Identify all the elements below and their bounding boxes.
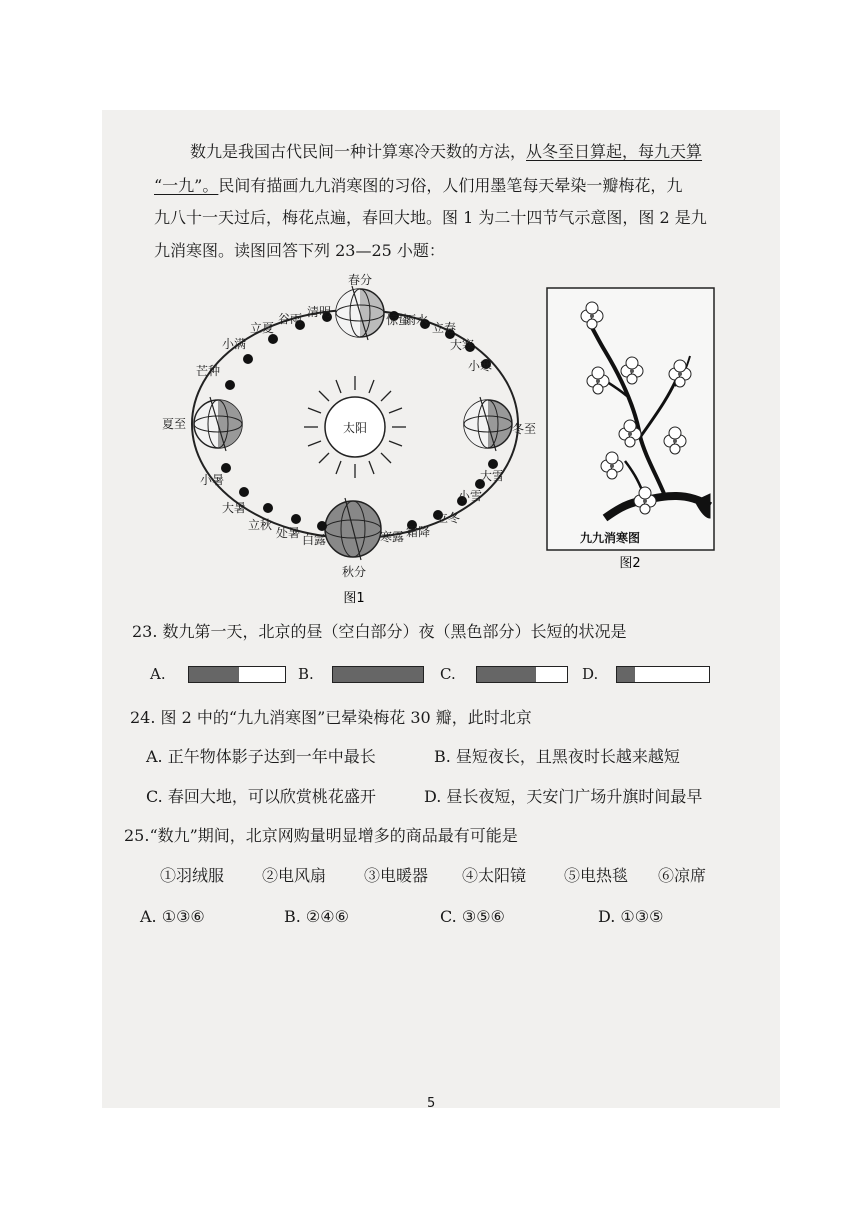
sun-icon	[304, 376, 406, 478]
q25-option-c: C. ③⑤⑥	[440, 907, 505, 926]
q24-option-a: A. 正午物体影子达到一年中最长	[146, 747, 376, 766]
q25-item-1: ①羽绒服	[160, 866, 225, 885]
globe-dongzhi-icon	[464, 397, 512, 451]
term-xiaoman: 小满	[222, 337, 247, 351]
term-dahan: 大寒	[450, 338, 475, 352]
term-xiaoshu: 小暑	[200, 473, 225, 487]
term-liqiu: 立秋	[248, 518, 273, 532]
term-xiazhi: 夏至	[162, 417, 187, 431]
term-yushui: 雨水	[404, 313, 429, 327]
q23-stem: 23. 数九第一天，北京的昼（空白部分）夜（黑色部分）长短的状况是	[132, 622, 627, 641]
q23-option-c-bar	[476, 666, 568, 683]
fig2-frame	[547, 288, 714, 550]
q25-option-d: D. ①③⑤	[598, 907, 664, 926]
q24-option-d: D. 昼长夜短，天安门广场升旗时间最早	[424, 787, 703, 806]
fig2-caption: 图2	[619, 556, 641, 571]
term-bailu: 白露	[302, 533, 327, 547]
globe-qiufen-icon	[325, 498, 381, 560]
term-dashu: 大暑	[222, 501, 247, 515]
term-dongzhi: 冬至	[512, 422, 537, 436]
intro-line-1	[190, 142, 702, 162]
q23-option-c-label: C.	[440, 665, 456, 683]
q23-option-a-label: A.	[150, 665, 166, 683]
term-hanlu: 寒露	[380, 530, 405, 544]
intro-text: 数九是我国古代民间一种计算寒冷天数的方法，	[190, 142, 527, 161]
q23-option-d-label: D.	[582, 665, 599, 683]
q23-option-b-bar	[332, 666, 424, 683]
intro-line-4: 九消寒图。读图回答下列 23—25 小题：	[154, 241, 445, 260]
q23-option-b-label: B.	[298, 665, 314, 683]
term-chunfen: 春分	[347, 273, 373, 287]
q25-item-2: ②电风扇	[262, 866, 327, 885]
intro-underlined: “一九”。	[154, 176, 219, 195]
fig1-caption: 图1	[343, 591, 365, 606]
term-guyu: 谷雨	[278, 312, 303, 326]
night-fill	[477, 667, 536, 682]
term-xiaoxue: 小雪	[458, 489, 483, 503]
q25-item-3: ③电暖器	[364, 866, 429, 885]
plum-blossom-figure	[545, 286, 717, 576]
term-qingming: 清明	[307, 305, 332, 319]
night-fill	[333, 667, 423, 682]
q25-item-4: ④太阳镜	[462, 866, 527, 885]
q24-option-b: B. 昼短夜长，且黑夜时长越来越短	[434, 747, 680, 766]
intro-line-2	[154, 176, 682, 196]
q25-item-6: ⑥凉席	[658, 866, 707, 885]
night-fill	[189, 667, 239, 682]
page-number: 5	[427, 1096, 436, 1111]
term-xiaohan: 小寒	[468, 359, 493, 373]
term-lixia: 立夏	[250, 321, 275, 335]
term-jingzhe: 惊蛰	[386, 313, 411, 327]
globe-xiazhi-icon	[194, 397, 242, 451]
fig2-inner-title: 九九消寒图	[579, 531, 641, 545]
intro-underlined: 从冬至日算起，每九天算	[526, 142, 703, 161]
term-chushu: 处暑	[276, 526, 301, 540]
q25-stem: 25.“数九”期间，北京网购量明显增多的商品最有可能是	[124, 826, 518, 845]
term-lichun: 立春	[432, 321, 457, 335]
q24-stem: 24. 图 2 中的“九九消寒图”已晕染梅花 30 瓣，此时北京	[130, 708, 532, 727]
q25-option-b: B. ②④⑥	[284, 907, 349, 926]
term-lidong: 立冬	[436, 511, 461, 525]
q23-option-a-bar	[188, 666, 286, 683]
term-qiufen: 秋分	[341, 565, 367, 579]
night-fill	[617, 667, 635, 682]
intro-text: 民间有描画九九消寒图的习俗，人们用墨笔每天晕染一瓣梅花，九	[218, 176, 683, 195]
intro-line-3: 九八十一天过后，梅花点遍，春回大地。图 1 为二十四节气示意图，图 2 是九	[154, 208, 707, 227]
globe-chunfen-icon	[336, 286, 384, 340]
term-mangzhong: 芒种	[196, 364, 221, 378]
q25-option-a: A. ①③⑥	[140, 907, 205, 926]
q25-item-5: ⑤电热毯	[564, 866, 629, 885]
q24-option-c: C. 春回大地，可以欣赏桃花盛开	[146, 787, 376, 806]
term-daxue: 大雪	[480, 469, 505, 483]
solar-terms-diagram	[150, 272, 550, 612]
q23-option-d-bar	[616, 666, 710, 683]
sun-label: 太阳	[342, 421, 368, 435]
term-shuangjiang: 霜降	[406, 525, 431, 539]
